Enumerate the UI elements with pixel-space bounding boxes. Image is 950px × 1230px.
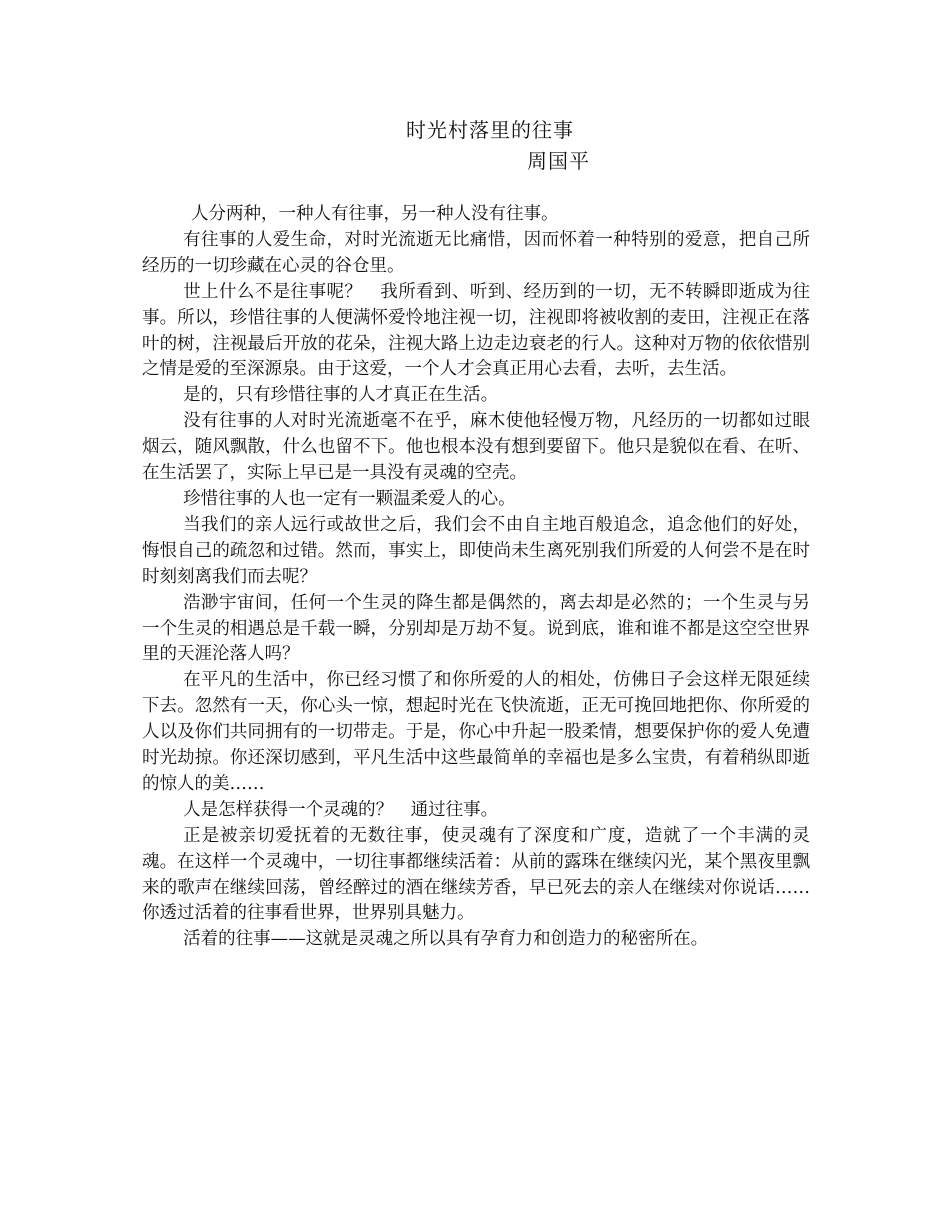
paragraph-2: 有往事的人爱生命，对时光流逝无比痛惜，因而怀着一种特别的爱意，把自己所经历的一切珍藏在心灵的谷仓里。 — [142, 229, 810, 276]
paragraph-4: 是的，只有珍惜往事的人才真正在生活。 — [183, 385, 499, 406]
document-title: 时光村落里的往事 — [406, 118, 574, 142]
document-author: 周国平 — [527, 149, 590, 173]
paragraph-9: 在平凡的生活中，你已经习惯了和你所爱的人的相处，仿佛日子会这样无限延续下去。忽然有一天，你心头一惊，想起时光在飞快流逝，正无可挽回地把你、你所爱的人以及你们共同拥有的一切带走。于是，你心中升起一股柔情，想要保护你的爱人免遭时光劫掠。你还深切感到，平凡生活中这些最简单的幸福也是多么宝贵，有着稍纵即逝的惊人的美…… — [142, 670, 810, 794]
paragraph-1: 人分两种，一种人有往事，另一种人没有往事。 — [191, 204, 559, 224]
document-body — [142, 202, 810, 953]
paragraph-8: 浩渺宇宙间，任何一个生灵的降生都是偶然的，离去却是必然的；一个生灵与另一个生灵的相遇总是千载一瞬，分别却是万劫不复。说到底，谁和谁不都是这空空世界里的天涯沦落人吗？ — [142, 592, 810, 665]
paragraph-11: 正是被亲切爱抚着的无数往事，使灵魂有了深度和广度，造就了一个丰满的灵魂。在这样一个灵魂中，一切往事都继续活着：从前的露珠在继续闪光，某个黑夜里飘来的歌声在继续回荡，曾经醉过的酒在继续芳香，早已死去的亲人在继续对你说话……你透过活着的往事看世界，世界别具魅力。 — [142, 825, 810, 924]
paragraph-3: 世上什么不是往事呢？ 我所看到、听到、经历到的一切，无不转瞬即逝成为往事。所以，珍惜往事的人便满怀爱怜地注视一切，注视即将被收割的麦田，注视正在落叶的树，注视最后开放的花朵，注视大路上边走边衰老的行人。这种对万物的依依惜别之情是爱的至深源泉。由于这爱，一个人才会真正用心去看，去听，去生活。 — [142, 281, 810, 380]
paragraph-6: 珍惜往事的人也一定有一颗温柔爱人的心。 — [183, 488, 516, 509]
paragraph-5: 没有往事的人对时光流逝毫不在乎，麻木使他轻慢万物，凡经历的一切都如过眼烟云，随风飘散，什么也留不下。他也根本没有想到要留下。他只是貌似在看、在听、在生活罢了，实际上早已是一具没有灵魂的空壳。 — [142, 411, 810, 484]
paragraph-12: 活着的往事——这就是灵魂之所以具有孕育力和创造力的秘密所在。 — [183, 929, 709, 950]
paragraph-7: 当我们的亲人远行或故世之后，我们会不由自主地百般追念，追念他们的好处，悔恨自己的疏忽和过错。然而，事实上，即使尚未生离死别我们所爱的人何尝不是在时时刻刻离我们而去呢？ — [142, 514, 810, 587]
paragraph-10: 人是怎样获得一个灵魂的？ 通过往事。 — [183, 799, 499, 820]
